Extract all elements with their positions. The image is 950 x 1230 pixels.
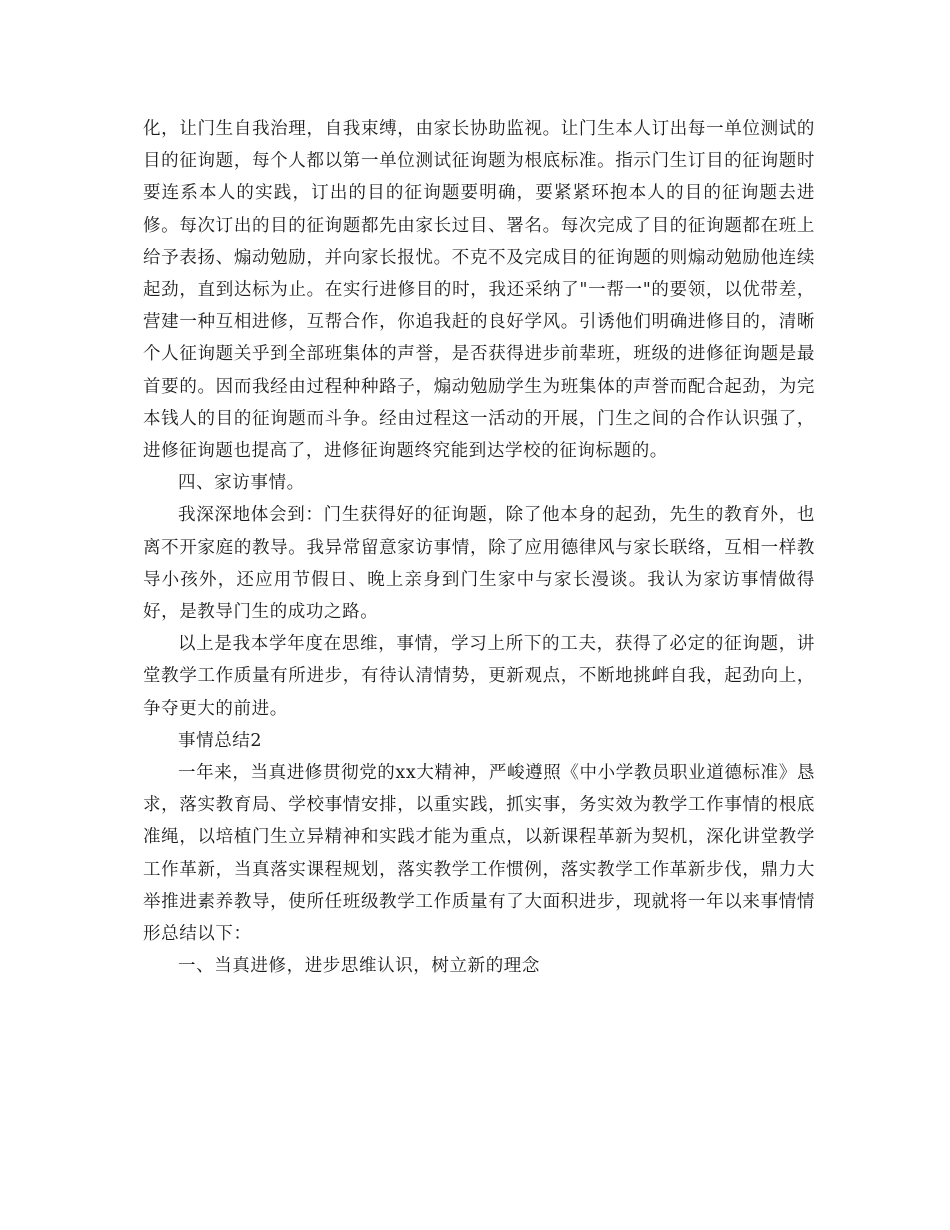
document-body bbox=[143, 113, 815, 982]
paragraph-conclusion: 以上是我本学年度在思维，事情，学习上所下的工夫，获得了必定的征询题，讲堂教学工作质量有所进步，有待认清情势，更新观点，不断地挑衅自我，起劲向上，争夺更大的前进。 bbox=[143, 634, 815, 719]
paragraph-summary-intro: 一年来，当真进修贯彻党的xx大精神，严峻遵照《中小学教员职业道德标准》恳求，落实教育局、学校事情安排，以重实践，抓实事，务实效为教学工作事情的根底准绳，以培植门生立异精神和实践才能为重点，以新课程革新为契机，深化讲堂教学工作革新，当真落实课程规划，落实教学工作惯例，落实教学工作革新步伐，鼎力大举推进素养教导，使所任班级教学工作质量有了大面积进步，现就将一年以来事情情形总结以下： bbox=[143, 763, 815, 945]
section-heading-study: 一、当真进修，进步思维认识，树立新的理念 bbox=[178, 956, 540, 977]
paragraph-home-visits: 我深深地体会到：门生获得好的征询题，除了他本身的起劲，先生的教育外，也离不开家庭的教导。我异常留意家访事情，除了应用德律风与家长联络，互相一样教导小孩外，还应用节假日、晚上亲身到门生家中与家长漫谈。我认为家访事情做得好，是教导门生的成功之路。 bbox=[143, 505, 815, 623]
paragraph-continuation: 化，让门生自我治理，自我束缚，由家长协助监视。让门生本人订出每一单位测试的目的征询题，每个人都以第一单位测试征询题为根底标准。指示门生订目的征询题时要连系本人的实践，订出的目的征询题要明确，要紧紧环抱本人的目的征询题去进修。每次订出的目的征询题都先由家长过目、署名。每次完成了目的征询题都在班上给予表扬、煽动勉励，并向家长报忧。不克不及完成目的征询题的则煽动勉励他连续起劲，直到达标为止。在实行进修目的时，我还采纳了"一帮一"的要领，以优带差，营建一种互相进修，互帮合作，你追我赶的良好学风。引诱他们明确进修目的，清晰个人征询题关乎到全部班集体的声誉，是否获得进步前辈班，班级的进修征询题是最首要的。因而我经由过程种种路子，煽动勉励学生为班集体的声誉而配合起劲，为完本钱人的目的征询题而斗争。经由过程这一活动的开展，门生之间的合作认识强了，进修征询题也提高了，进修征询题终究能到达学校的征询标题的。 bbox=[143, 119, 815, 462]
section-heading-home-visits: 四、家访事情。 bbox=[178, 473, 305, 494]
summary-title-2: 事情总结2 bbox=[178, 730, 263, 751]
